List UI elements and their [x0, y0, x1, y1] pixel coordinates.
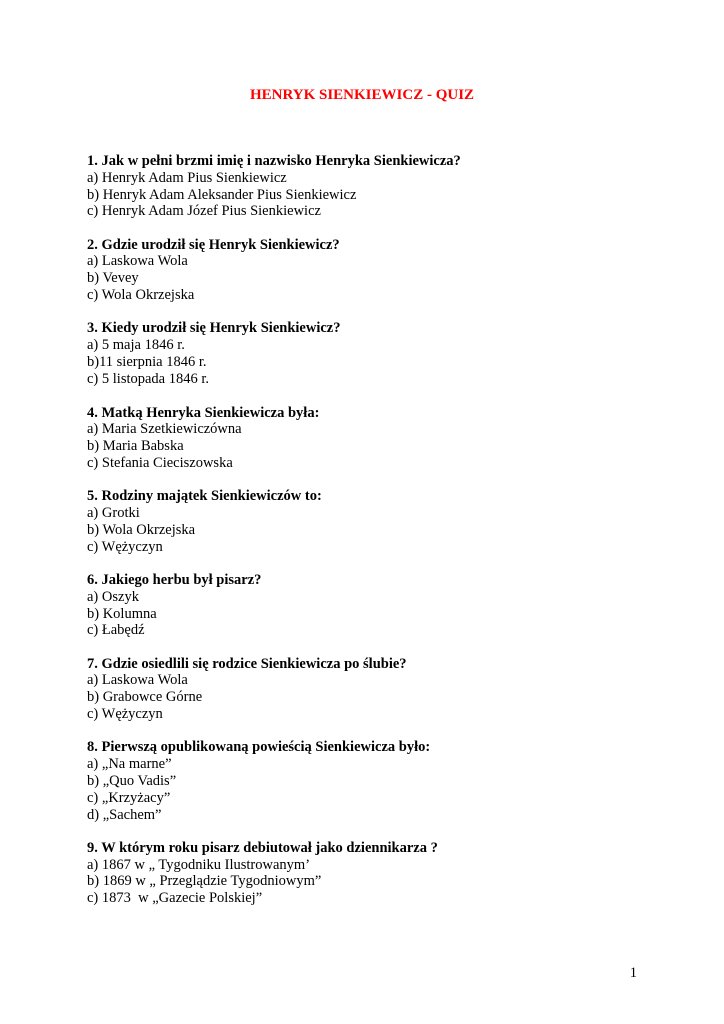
question-block: [87, 656, 667, 723]
question-list: [87, 153, 667, 923]
question-block: [87, 572, 667, 639]
answer-option: c) Łabędź: [87, 622, 145, 639]
question-text: 6. Jakiego herbu był pisarz?: [87, 571, 262, 588]
question-block: [87, 405, 667, 472]
answer-option: a) „Na marne”: [87, 756, 172, 773]
page-number: 1: [629, 965, 637, 981]
answer-option: c) Wężyczyn: [87, 706, 163, 723]
answer-option: a) Oszyk: [87, 588, 139, 605]
answer-option: a) Laskowa Wola: [87, 253, 188, 270]
question-block: [87, 840, 667, 907]
answer-option: a) Maria Szetkiewiczówna: [87, 421, 242, 438]
question-text: 4. Matką Henryka Sienkiewicza była:: [87, 404, 320, 421]
question-block: [87, 488, 667, 555]
question-text: 3. Kiedy urodził się Henryk Sienkiewicz?: [87, 320, 341, 337]
question-block: [87, 320, 667, 387]
answer-option: a) Laskowa Wola: [87, 672, 188, 689]
answer-option: c) Henryk Adam Józef Pius Sienkiewicz: [87, 203, 321, 220]
answer-option: b) Kolumna: [87, 605, 157, 622]
question-block: [87, 153, 667, 220]
answer-option: a) 5 maja 1846 r.: [87, 337, 185, 354]
answer-option: a) Henryk Adam Pius Sienkiewicz: [87, 169, 287, 186]
question-text: 9. W którym roku pisarz debiutował jako dziennikarza ?: [87, 839, 438, 856]
question-block: [87, 739, 667, 823]
question-block: [87, 237, 667, 304]
answer-option: a) Grotki: [87, 505, 140, 522]
answer-option: b) 1869 w „ Przeglądzie Tygodniowym”: [87, 873, 322, 890]
answer-option: b)11 sierpnia 1846 r.: [87, 353, 207, 370]
answer-option: c) „Krzyżacy”: [87, 789, 171, 806]
answer-option: b) Henryk Adam Aleksander Pius Sienkiewicz: [87, 186, 357, 203]
quiz-title: HENRYK SIENKIEWICZ - QUIZ: [249, 87, 475, 103]
question-text: 8. Pierwszą opublikowaną powieścią Sienkiewicza było:: [87, 739, 431, 756]
answer-option: c) 1873 w „Gazecie Polskiej”: [87, 890, 263, 907]
answer-option: b) Vevey: [87, 270, 139, 287]
answer-option: b) „Quo Vadis”: [87, 772, 177, 789]
question-text: 2. Gdzie urodził się Henryk Sienkiewicz?: [87, 236, 340, 253]
question-text: 7. Gdzie osiedlili się rodzice Sienkiewicza po ślubie?: [87, 655, 407, 672]
answer-option: c) 5 listopada 1846 r.: [87, 370, 210, 387]
answer-option: b) Wola Okrzejska: [87, 521, 196, 538]
answer-option: c) Wężyczyn: [87, 538, 163, 555]
answer-option: b) Maria Babska: [87, 438, 184, 455]
answer-option: c) Wola Okrzejska: [87, 287, 195, 304]
answer-option: d) „Sachem”: [87, 806, 162, 823]
question-text: 5. Rodziny majątek Sienkiewiczów to:: [87, 488, 322, 505]
answer-option: a) 1867 w „ Tygodniku Ilustrowanym’: [87, 856, 311, 873]
answer-option: c) Stefania Cieciszowska: [87, 454, 233, 471]
answer-option: b) Grabowce Górne: [87, 689, 203, 706]
question-text: 1. Jak w pełni brzmi imię i nazwisko Henryka Sienkiewicza?: [87, 153, 461, 169]
